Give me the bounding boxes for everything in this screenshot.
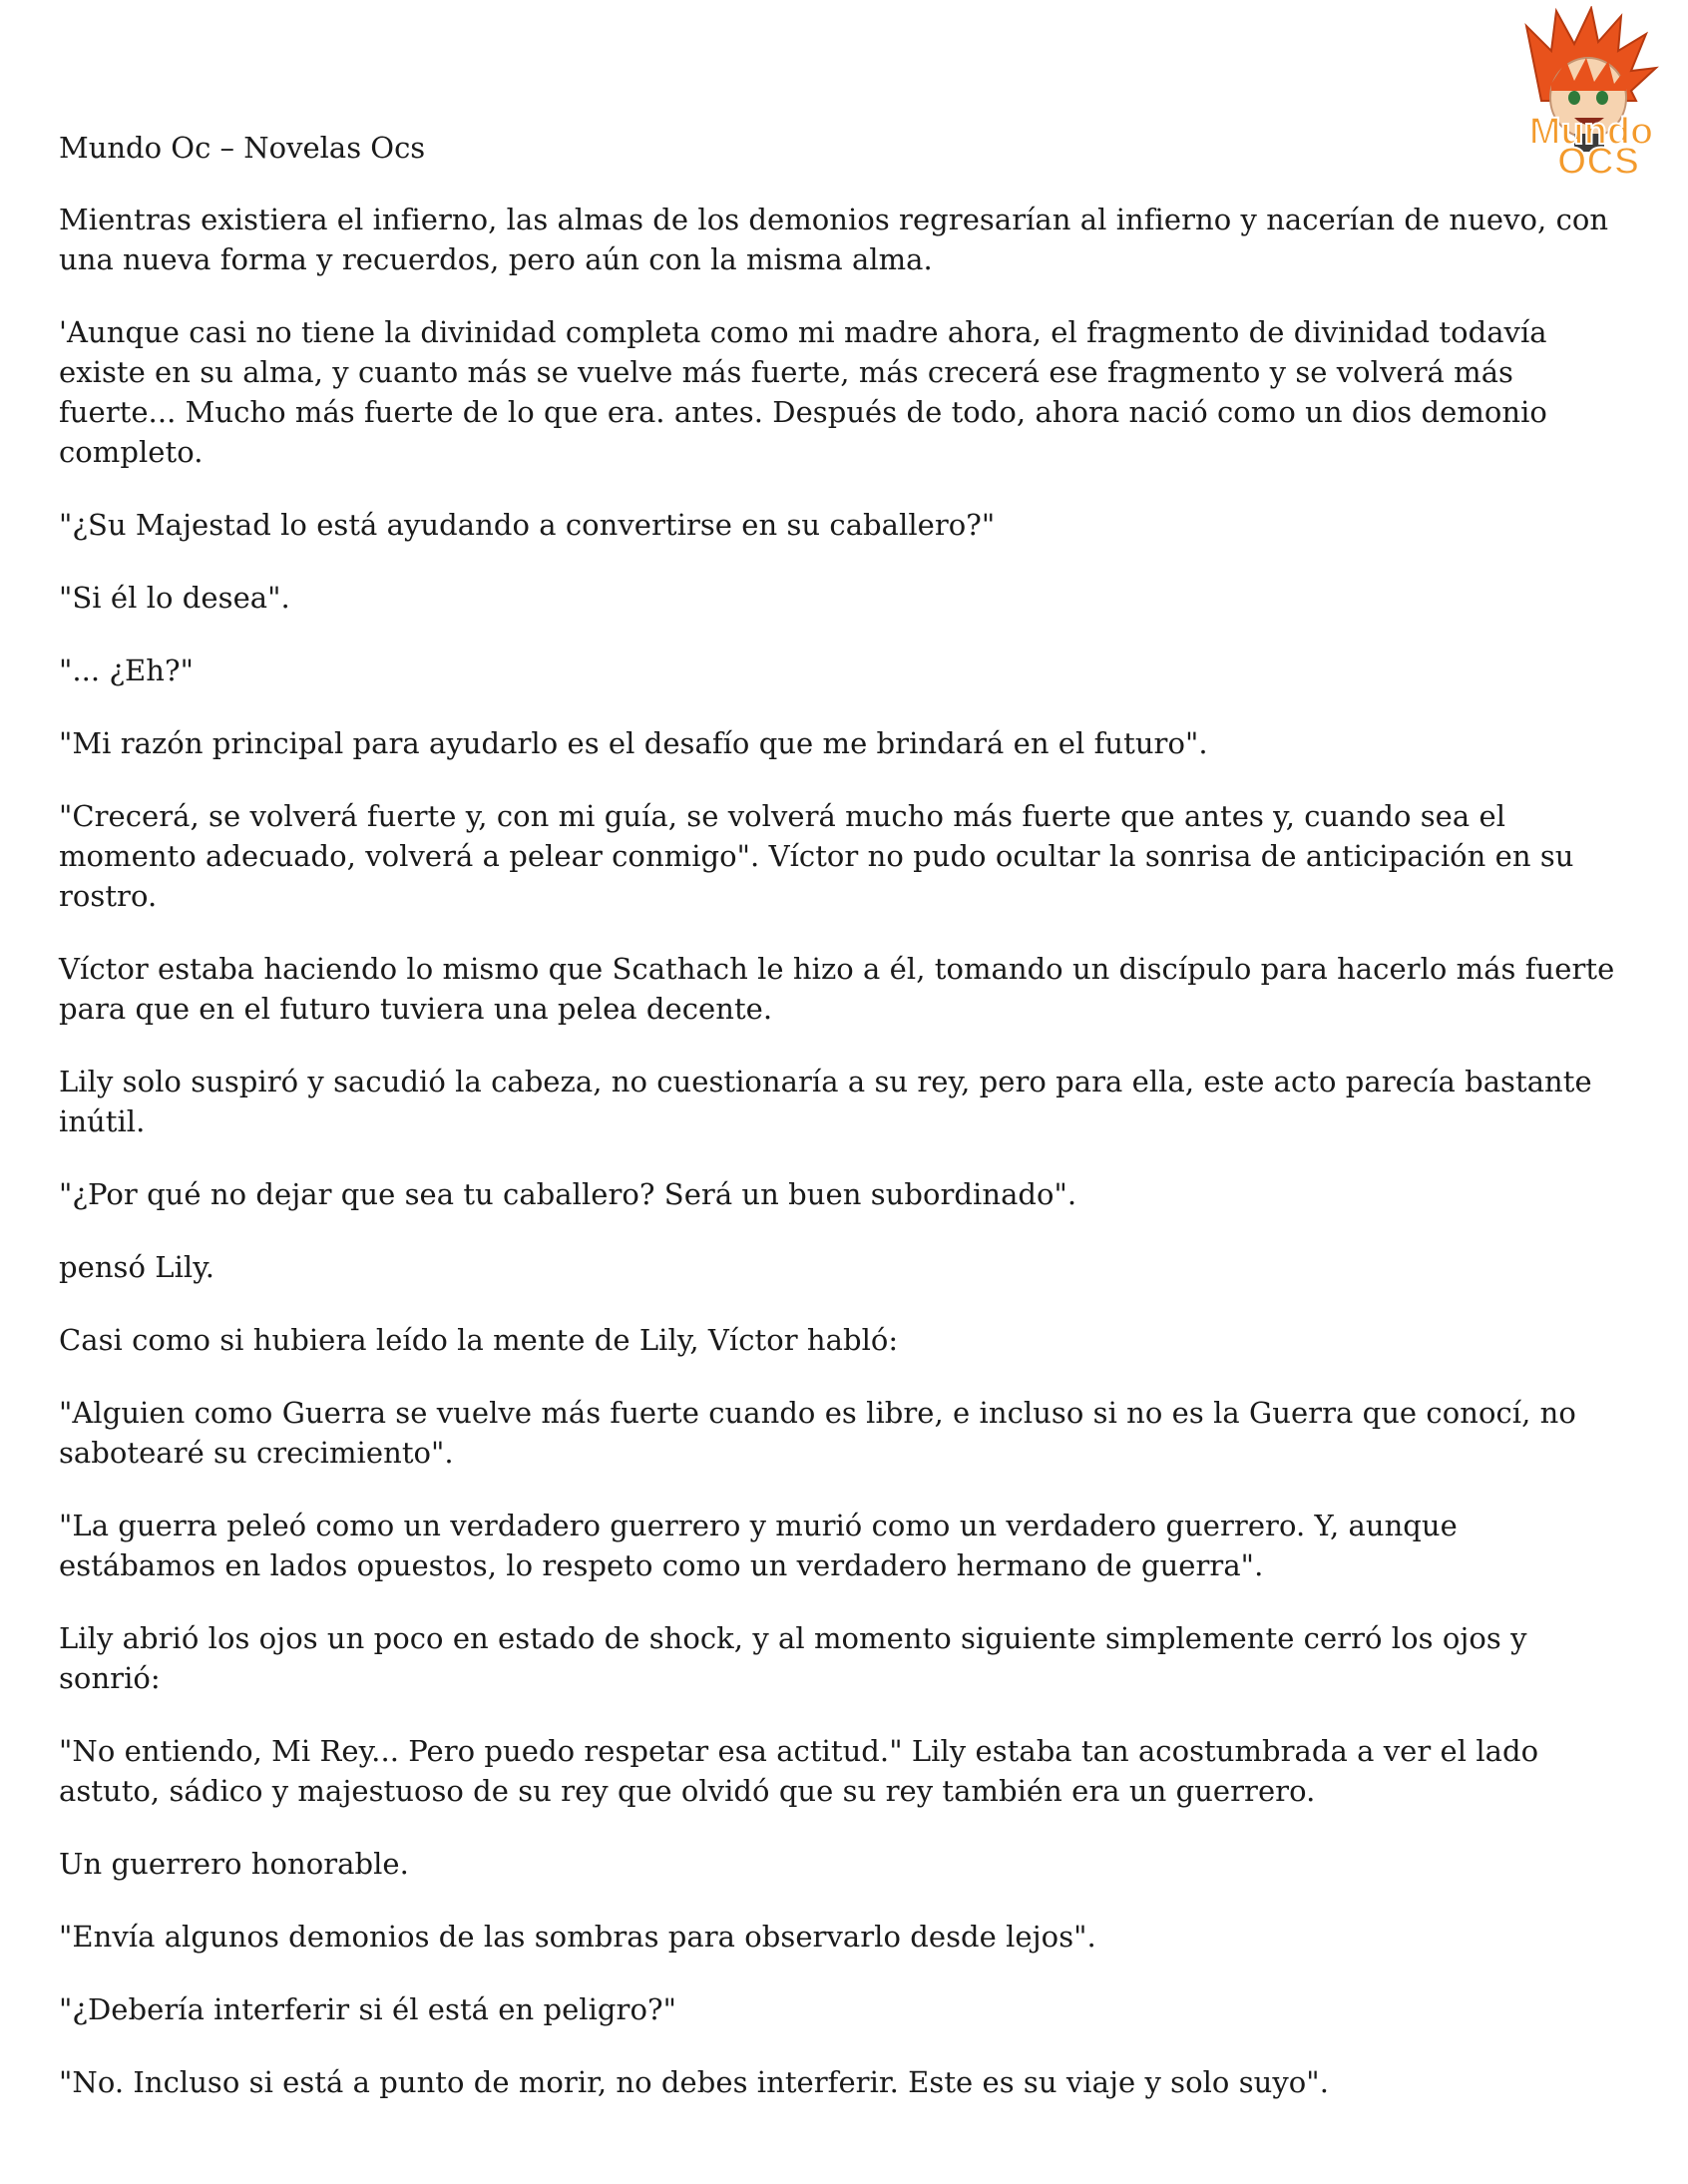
paragraph: Mientras existiera el infierno, las almas de los demonios regresarían al infierno y nacerían de nuevo, con una nueva forma y recuerdos, pero aún con la misma alma.	[59, 203, 1609, 276]
paragraph: Un guerrero honorable.	[59, 1847, 409, 1881]
svg-text:OCS: OCS	[1556, 141, 1640, 178]
paragraph: Casi como si hubiera leído la mente de Lily, Víctor habló:	[59, 1323, 899, 1357]
document-page	[59, 128, 1615, 2135]
paragraph: "... ¿Eh?"	[59, 654, 194, 687]
paragraph: "¿Debería interferir si él está en peligro?"	[59, 1992, 676, 2026]
site-title: Mundo Oc – Novelas Ocs	[59, 131, 426, 165]
paragraph: Lily abrió los ojos un poco en estado de shock, y al momento siguiente simplemente cerró los ojos y sonrió:	[59, 1621, 1527, 1695]
paragraph: "Crecerá, se volverá fuerte y, con mi guía, se volverá mucho más fuerte que antes y, cuando sea el momento adecuado, volverá a pelear conmigo". Víctor no pudo ocultar la sonrisa de anticipación en su rostro.	[59, 799, 1574, 913]
paragraph: Lily solo suspiró y sacudió la cabeza, no cuestionaría a su rey, pero para ella, este acto parecía bastante inútil.	[59, 1065, 1592, 1138]
paragraph: "Alguien como Guerra se vuelve más fuerte cuando es libre, e incluso si no es la Guerra que conocí, no sabotearé su crecimiento".	[59, 1396, 1576, 1470]
paragraph: pensó Lily.	[59, 1250, 215, 1284]
paragraph: "No. Incluso si está a punto de morir, no debes interferir. Este es su viaje y solo suyo".	[59, 2065, 1329, 2099]
paragraph: Víctor estaba haciendo lo mismo que Scathach le hizo a él, tomando un discípulo para hacerlo más fuerte para que en el futuro tuviera una pelea decente.	[59, 952, 1615, 1026]
paragraph: 'Aunque casi no tiene la divinidad completa como mi madre ahora, el fragmento de divinidad todavía existe en su alma, y cuanto más se vuelve más fuerte, más crecerá ese fragmento y se volverá más fuerte... Mucho más fuerte de lo que era. antes. Después de todo, ahora nació como un dios demonio completo.	[59, 315, 1547, 469]
paragraph: "¿Su Majestad lo está ayudando a convertirse en su caballero?"	[59, 508, 996, 542]
paragraph: "Envía algunos demonios de las sombras para observarlo desde lejos".	[59, 1920, 1096, 1954]
paragraph: "Si él lo desea".	[59, 581, 290, 615]
paragraph: "No entiendo, Mi Rey... Pero puedo respetar esa actitud." Lily estaba tan acostumbrada a ver el lado astuto, sádico y majestuoso de su rey que olvidó que su rey también era un guerrero.	[59, 1734, 1539, 1808]
paragraph: "La guerra peleó como un verdadero guerrero y murió como un verdadero guerrero. Y, aunque estábamos en lados opuestos, lo respeto como un verdadero hermano de guerra".	[59, 1509, 1458, 1582]
svg-text:Mundo: Mundo	[1528, 111, 1654, 153]
paragraph: "Mi razón principal para ayudarlo es el desafío que me brindará en el futuro".	[59, 726, 1208, 760]
paragraph: "¿Por qué no dejar que sea tu caballero? Será un buen subordinado".	[59, 1177, 1077, 1211]
